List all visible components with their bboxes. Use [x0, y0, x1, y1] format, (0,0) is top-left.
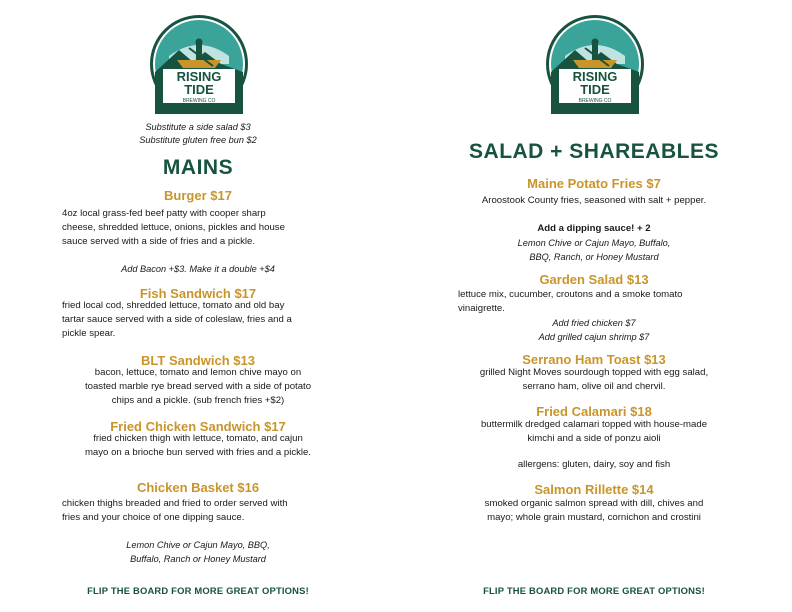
item-desc-fish-sandwich: fried local cod, shredded lettuce, tomato and old bay tartar sauce served with a side of coleslaw, fries and a pickle spear. — [62, 300, 292, 339]
item-desc-chicken-basket: chicken thighs breaded and fried to order served with fries and your choice of one dipping sauce. — [62, 498, 288, 523]
svg-text:BREWING CO: BREWING CO — [182, 98, 216, 104]
item-title-maine-potato-fries: Maine Potato Fries $7 — [527, 176, 661, 191]
flip-board-notice: FLIP THE BOARD FOR MORE GREAT OPTIONS! — [483, 585, 705, 596]
rising-tide-logo — [149, 14, 249, 114]
section-title-salad-shareables: SALAD + SHAREABLES — [469, 140, 719, 163]
svg-text:RISING: RISING — [176, 69, 222, 84]
item-desc-fried-chicken-sandwich: fried chicken thigh with lettuce, tomato, and cajun mayo on a brioche bun served with fries and a pickle. — [84, 433, 312, 458]
svg-text:RISING: RISING — [572, 69, 618, 84]
item-title-blt: BLT Sandwich $13 — [141, 353, 255, 368]
item-title-burger: Burger $17 — [164, 188, 232, 203]
svg-text:BREWING CO: BREWING CO — [578, 98, 612, 104]
substitution-salad: Substitute a side salad $3 — [145, 122, 251, 132]
right-page — [396, 0, 792, 612]
item-title-fried-calamari: Fried Calamari $18 — [536, 404, 652, 419]
item-note-burger: Add Bacon +$3. Make it a double +$4 — [121, 264, 275, 274]
item-title-serrano-ham-toast: Serrano Ham Toast $13 — [522, 352, 666, 367]
dipping-sauce-heading: Add a dipping sauce! + 2 — [537, 223, 651, 234]
flip-board-notice: FLIP THE BOARD FOR MORE GREAT OPTIONS! — [87, 585, 309, 596]
item-title-fried-chicken-sandwich: Fried Chicken Sandwich $17 — [110, 419, 286, 434]
item-note-garden-salad: Add fried chicken $7 Add grilled cajun shrimp $7 — [538, 318, 650, 342]
substitution-bun: Substitute gluten free bun $2 — [139, 135, 257, 145]
item-allergens-fried-calamari: allergens: gluten, dairy, soy and fish — [517, 459, 671, 470]
item-desc-garden-salad: lettuce mix, cucumber, croutons and a smoke tomato vinaigrette. — [458, 289, 683, 314]
svg-text:TIDE: TIDE — [580, 82, 610, 97]
item-desc-maine-potato-fries: Aroostook County fries, seasoned with salt + pepper. — [481, 195, 707, 206]
item-note-chicken-basket: Lemon Chive or Cajun Mayo, BBQ, Buffalo, Ranch or Honey Mustard — [126, 540, 270, 564]
item-title-chicken-basket: Chicken Basket $16 — [136, 480, 260, 495]
section-title-mains: MAINS — [162, 156, 234, 179]
item-desc-blt: bacon, lettuce, tomato and lemon chive mayo on toasted marble rye bread served with a side of potato chips and a pickle. (sub french fries +$2) — [84, 367, 312, 406]
item-desc-serrano-ham-toast: grilled Night Moves sourdough topped with egg salad, serrano ham, olive oil and chervil. — [479, 367, 709, 392]
item-title-garden-salad: Garden Salad $13 — [539, 272, 649, 287]
item-title-salmon-rillette: Salmon Rillette $14 — [534, 482, 654, 497]
item-desc-salmon-rillette: smoked organic salmon spread with dill, chives and mayo; whole grain mustard, cornichon and crostini — [484, 498, 704, 523]
dipping-sauce-options: Lemon Chive or Cajun Mayo, Buffalo, BBQ, Ranch, or Honey Mustard — [517, 238, 671, 262]
item-desc-burger: 4oz local grass-fed beef patty with cooper sharp cheese, shredded lettuce, onions, pickles and house sauce served with a side of fries and a pickle. — [62, 208, 285, 247]
svg-text:TIDE: TIDE — [184, 82, 214, 97]
item-title-fish-sandwich: Fish Sandwich $17 — [139, 286, 257, 301]
substitutions — [0, 121, 396, 147]
item-desc-fried-calamari: buttermilk dredged calamari topped with house-made kimchi and a side of ponzu aioli — [480, 419, 708, 444]
rising-tide-logo — [545, 14, 645, 114]
